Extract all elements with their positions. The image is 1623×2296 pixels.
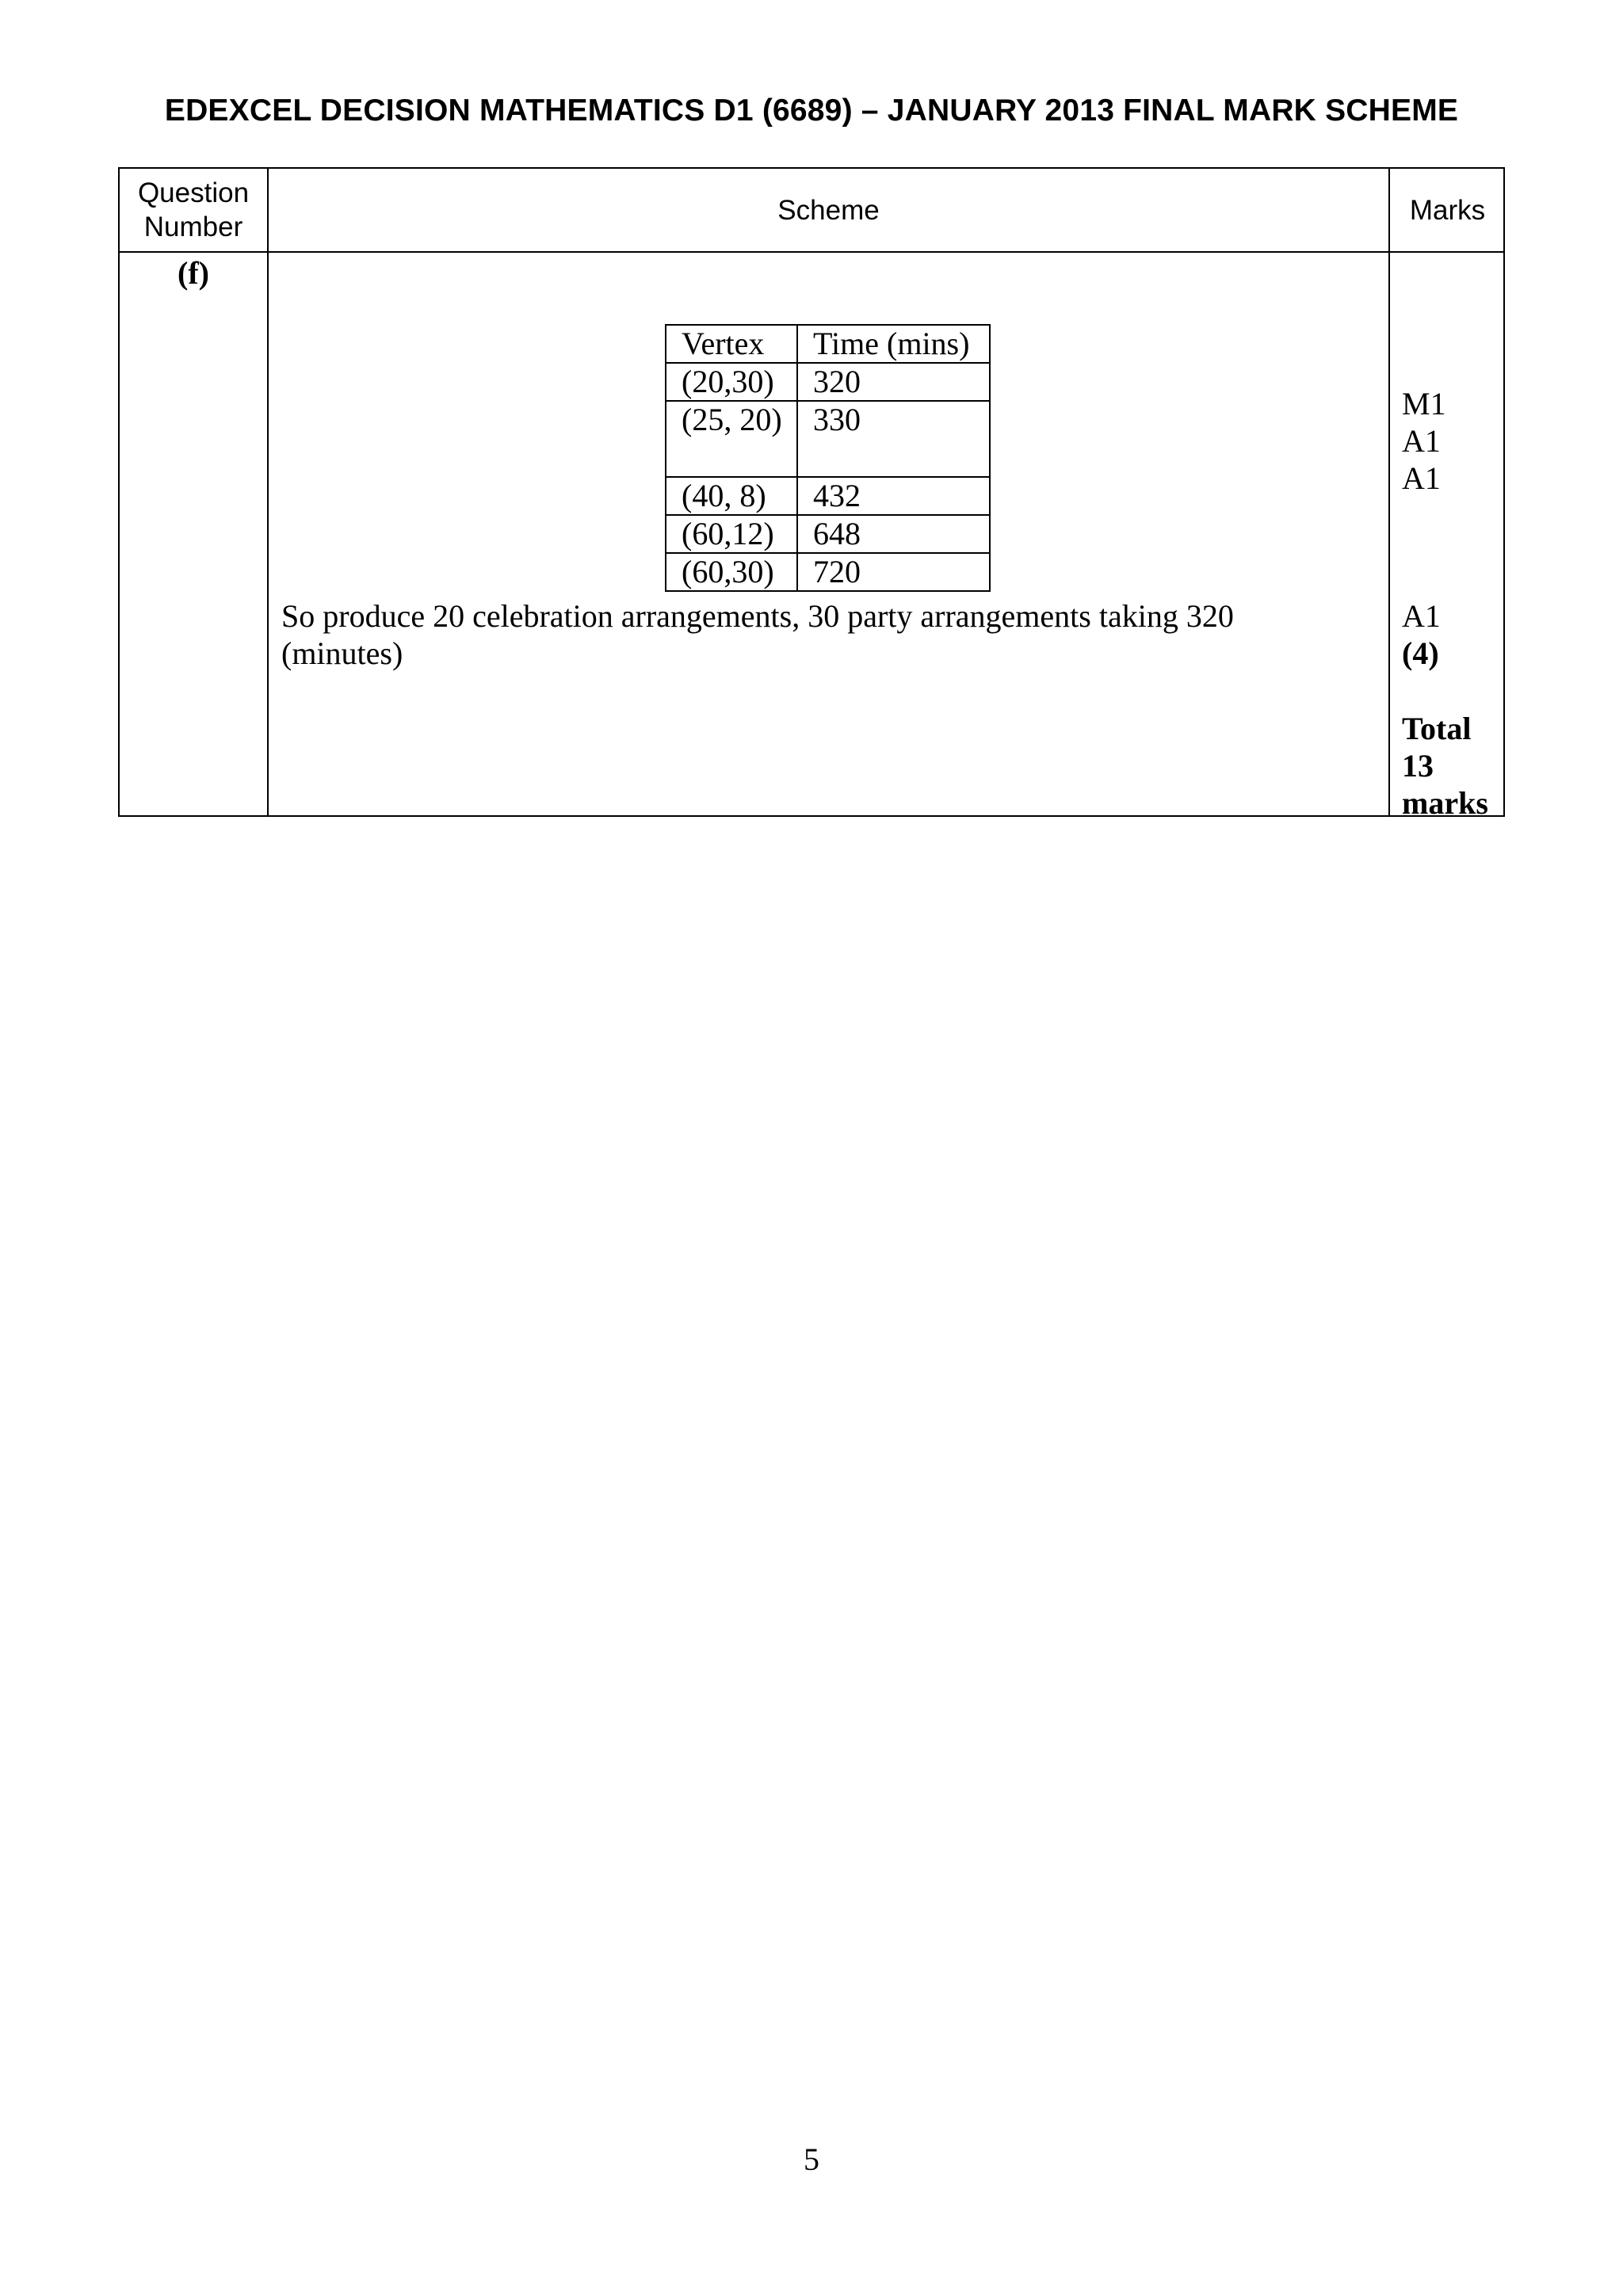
total-unit: marks	[1402, 785, 1488, 821]
vertex-cell: (40, 8)	[666, 477, 797, 515]
question-number: (f)	[178, 255, 209, 291]
page-title: EDEXCEL DECISION MATHEMATICS D1 (6689) – JANUARY 2013 FINAL MARK SCHEME	[164, 93, 1459, 128]
conclusion-line-2: (minutes)	[281, 635, 403, 671]
marks-group-2	[1402, 597, 1505, 672]
marks-group-1	[1402, 385, 1505, 497]
conclusion-line-1: So produce 20 celebration arrangements, 30 party arrangements taking 320	[281, 598, 1234, 634]
table-row	[666, 477, 990, 515]
mark-subtotal: (4)	[1402, 635, 1439, 671]
total-label: Total	[1402, 711, 1472, 746]
mark-a1: A1	[1402, 460, 1441, 496]
conclusion-text	[281, 597, 1407, 672]
vertex-table-header-row	[666, 325, 990, 363]
vertex-cell: (20,30)	[666, 363, 797, 401]
total-value: 13	[1402, 748, 1434, 784]
time-cell: 320	[797, 363, 990, 401]
page-number: 5	[804, 2142, 819, 2177]
time-cell: 432	[797, 477, 990, 515]
mark-m1: M1	[1402, 386, 1446, 421]
mark-a1: A1	[1402, 598, 1441, 634]
column-divider-2	[1388, 169, 1390, 815]
vertex-cell: (60,12)	[666, 515, 797, 553]
vertex-cell: (60,30)	[666, 553, 797, 591]
vertex-cell: (25, 20)	[666, 401, 797, 477]
time-header: Time (mins)	[797, 325, 990, 363]
table-row	[666, 401, 990, 477]
question-header-line2: Number	[143, 212, 243, 242]
mark-scheme-table	[118, 167, 1505, 821]
marks-header: Marks	[1409, 195, 1486, 226]
table-row	[666, 515, 990, 553]
question-number-header	[120, 176, 267, 244]
table-row	[666, 553, 990, 591]
time-cell: 330	[797, 401, 990, 477]
vertex-header: Vertex	[666, 325, 797, 363]
time-cell: 648	[797, 515, 990, 553]
table-row	[666, 363, 990, 401]
total-marks	[1402, 710, 1505, 822]
time-cell: 720	[797, 553, 990, 591]
scheme-header: Scheme	[777, 195, 880, 226]
vertex-table	[665, 324, 991, 592]
question-header-line1: Question	[137, 177, 250, 208]
header-divider	[120, 251, 1503, 253]
column-divider-1	[267, 169, 269, 815]
mark-a1: A1	[1402, 423, 1441, 459]
